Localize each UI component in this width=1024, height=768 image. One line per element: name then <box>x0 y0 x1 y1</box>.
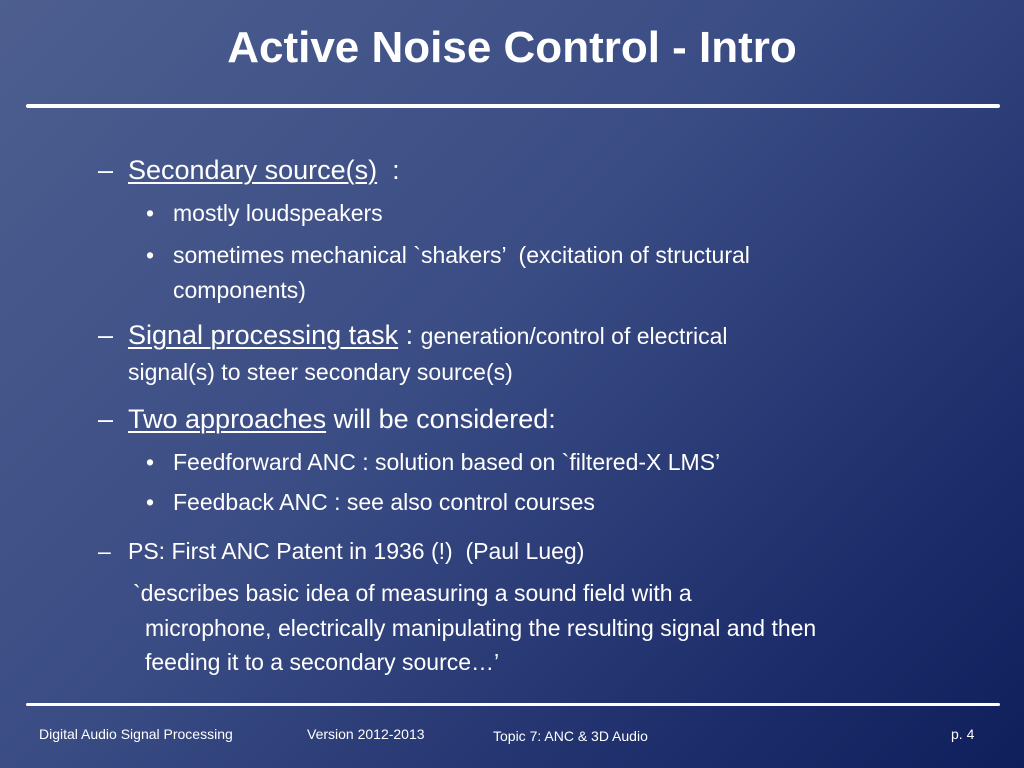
bullet-marker: • <box>146 489 155 515</box>
signal-colon: : <box>398 320 421 350</box>
dash-marker: – <box>98 404 114 434</box>
dash-marker: – <box>98 155 114 185</box>
sub-item-text: sometimes mechanical `shakers’ (excitation of structural <box>173 242 750 268</box>
title-divider <box>26 104 1000 108</box>
secondary-suffix: : <box>377 155 400 185</box>
footer-topic: Topic 7: ANC & 3D Audio <box>493 728 648 744</box>
bullet-marker: • <box>146 242 155 268</box>
slide-title: Active Noise Control - Intro <box>227 23 797 72</box>
dash-marker: – <box>98 538 111 564</box>
bullet-marker: • <box>146 449 155 475</box>
sub-item-continuation: components) <box>173 277 306 303</box>
dash-marker: – <box>98 320 114 350</box>
footer-page-number: p. 4 <box>951 726 975 742</box>
approaches-heading: Two approaches <box>128 404 327 434</box>
sub-item-text: mostly loudspeakers <box>173 200 383 226</box>
footer-version: Version 2012-2013 <box>307 726 425 742</box>
approaches-rest: will be considered: <box>326 404 556 434</box>
signal-desc-continuation: signal(s) to steer secondary source(s) <box>128 359 513 385</box>
signal-heading: Signal processing task <box>128 320 399 350</box>
footer-divider <box>26 703 1000 706</box>
ps-quote-line: microphone, electrically manipulating the resulting signal and then <box>145 615 817 641</box>
ps-line: PS: First ANC Patent in 1936 (!) (Paul Lueg) <box>128 538 585 564</box>
ps-quote-line: feeding it to a secondary source…’ <box>145 649 500 675</box>
secondary-heading: Secondary source(s) <box>128 155 378 185</box>
footer-course: Digital Audio Signal Processing <box>39 726 233 742</box>
bullet-marker: • <box>146 200 155 226</box>
sub-item-text: Feedback ANC : see also control courses <box>173 489 595 515</box>
ps-quote-line: `describes basic idea of measuring a sound field with a <box>133 580 692 606</box>
signal-desc: generation/control of electrical <box>420 323 728 349</box>
sub-item-text: Feedforward ANC : solution based on `filtered-X LMS’ <box>173 449 721 475</box>
